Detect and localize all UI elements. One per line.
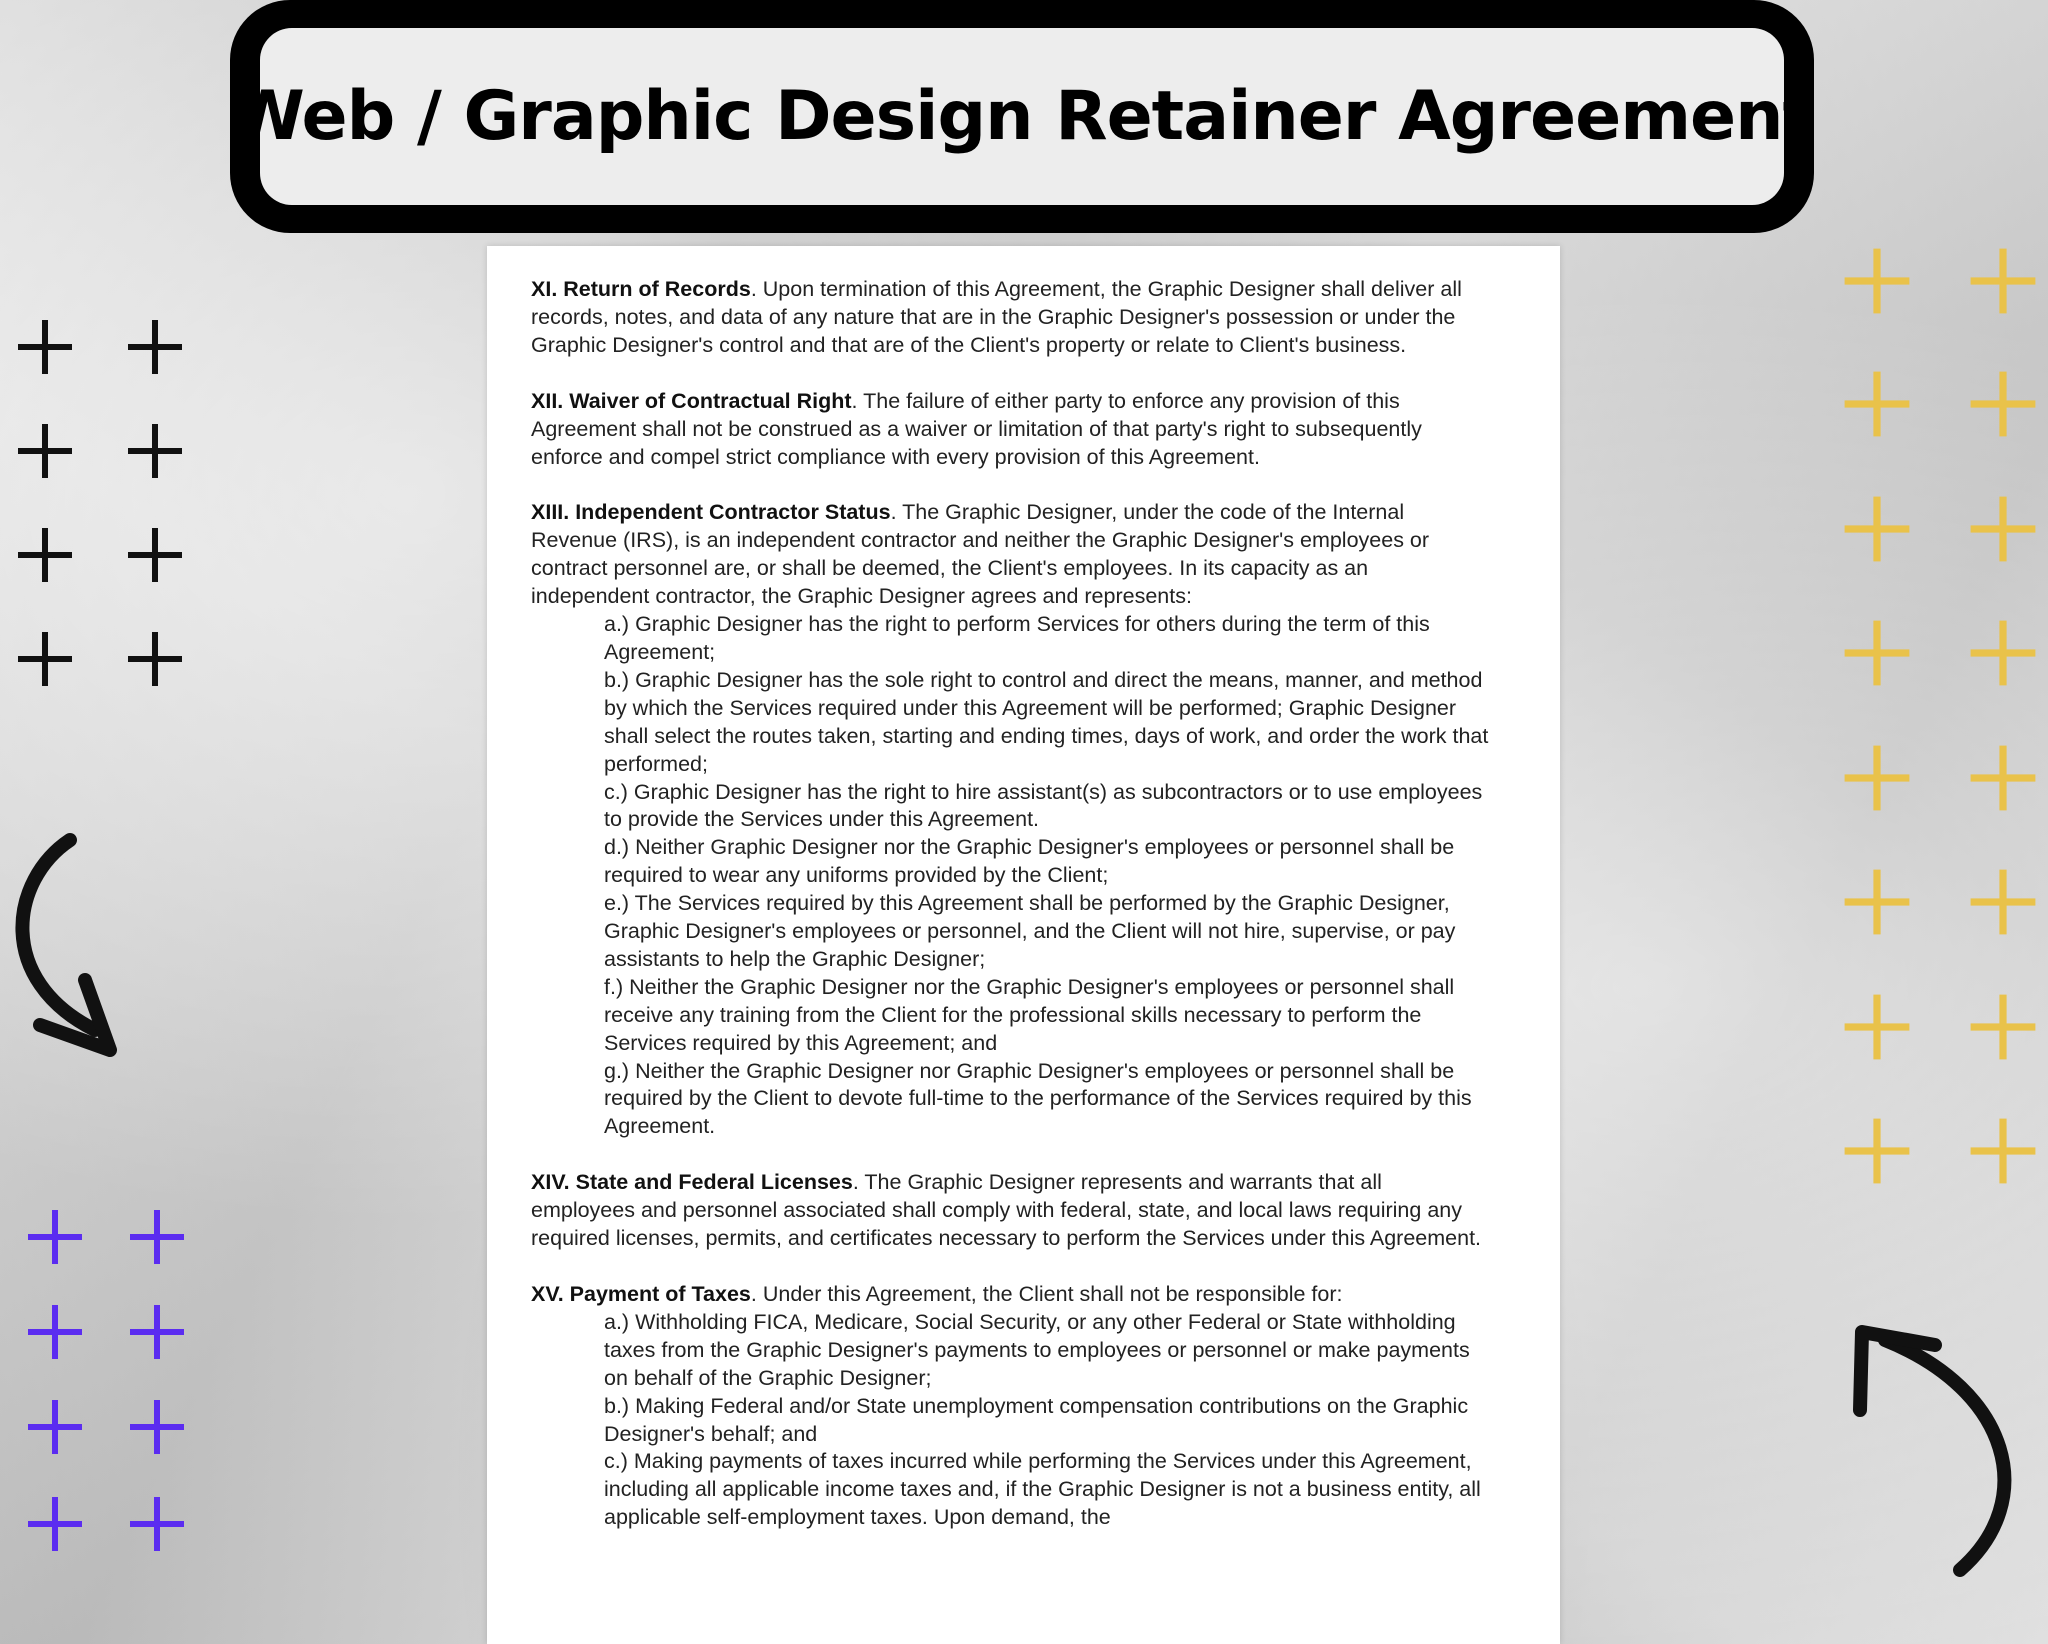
section-heading: XIV. State and Federal Licenses [531,1170,853,1195]
plus-icon [128,528,182,582]
list-item: g.) Neither the Graphic Designer nor Graphic Designer's employees or personnel shall be required by the Client to devote full-time to the performance of the Services required by this Agreement. [604,1058,1472,1139]
plus-icon [28,1305,82,1359]
plus-icon [1971,870,2036,935]
curved-arrow-left-icon [0,830,150,1060]
plus-icon [1845,249,1910,314]
plus-icon [1845,372,1910,437]
plus-icon [1845,497,1910,562]
list-item: f.) Neither the Graphic Designer nor the Graphic Designer's employees or personnel shall receive any training from the Client for the professional skills necessary to perform the Services required by this Agreement; and [604,974,1455,1055]
section-text: . The failure of either party to enforce any provision of this Agreement shall not be construed as a waiver or limitation of that party's right to subsequently enforce and compel strict compliance with every provision of this Agreement. [531,388,1422,469]
plus-icon [1845,995,1910,1060]
page-title: Web / Graphic Design Retainer Agreement [229,77,1815,156]
plus-icon [28,1400,82,1454]
plus-icon [130,1497,184,1551]
list-item: e.) The Services required by this Agreement shall be performed by the Graphic Designer, Graphic Designer's employees or personnel, and the Client will not hire, supervise, or pay assistants to help the Graphic Designer; [604,891,1456,971]
plus-icon [130,1305,184,1359]
section-waiver-of-contractual-right [531,388,1491,472]
section-heading: XI. Return of Records [531,277,751,301]
list-item: d.) Neither Graphic Designer nor the Graphic Designer's employees or personnel shall be required to wear any uniforms provided by the Client; [604,835,1455,888]
plus-icon [1971,746,2036,811]
plus-icon [1971,621,2036,686]
section-state-and-federal-licenses [531,1169,1491,1253]
list-item: c.) Graphic Designer has the right to hire assistant(s) as subcontractors or to use employees to provide the Services under this Agreement. [604,779,1483,832]
list-item: b.) Making Federal and/or State unemployment compensation contributions on the Graphic Designer's behalf; and [604,1393,1469,1446]
section-text: . Under this Agreement, the Client shall not be responsible for: [750,1282,1343,1306]
plus-icon [128,424,182,478]
plus-icon [1971,1119,2036,1184]
section-payment-of-taxes [531,1281,1491,1532]
plus-icon [130,1210,184,1264]
title-banner-inner [229,28,1815,205]
title-banner [230,0,1814,233]
plus-icon [18,320,72,374]
list-item: b.) Graphic Designer has the sole right to control and direct the means, manner, and method by which the Services required under this Agreement will be performed; Graphic Designer shall select the routes taken, starting and ending times, days of work, and order the work that performed; [604,667,1489,776]
plus-icon [1845,746,1910,811]
section-heading: XIII. Independent Contractor Status [531,500,891,525]
document-body [531,276,1491,1560]
plus-icon [18,528,72,582]
plus-icon [18,424,72,478]
list-item: a.) Withholding FICA, Medicare, Social Security, or any other Federal or State withholding taxes from the Graphic Designer's payments to employees or personnel or make payments on behalf of the Graphic Designer; [604,1309,1470,1390]
section-heading: XII. Waiver of Contractual Right [531,388,852,413]
section-text: . The Graphic Designer, under the code of the Internal Revenue (IRS), is an independent contractor and neither the Graphic Designer's employees or contract personnel are, or shall be deemed, the Client's employees. In its capacity as an independent contractor, the Graphic Designer agrees and represents: [531,500,1430,609]
document-page [487,246,1560,1644]
plus-icon [1971,497,2036,562]
plus-icon [1845,621,1910,686]
plus-icon [130,1400,184,1454]
plus-icon [18,632,72,686]
section-text: . The Graphic Designer represents and warrants that all employees and personnel associated shall comply with federal, state, and local laws requiring any required licenses, permits, and certificates necessary to perform the Services under this Agreement. [531,1170,1482,1251]
plus-icon [1971,372,2036,437]
plus-icon [1971,249,2036,314]
plus-icon [1845,870,1910,935]
plus-icon [28,1497,82,1551]
plus-icon [28,1210,82,1264]
section-text: . Upon termination of this Agreement, the Graphic Designer shall deliver all records, notes, and data of any nature that are in the Graphic Designer's possession or under the Graphic Designer's control and that are of the Client's property or relate to Client's business. [531,277,1462,357]
section-independent-contractor-status [531,499,1491,1141]
plus-icon [1971,995,2036,1060]
list-item: c.) Making payments of taxes incurred while performing the Services under this Agreement, including all applicable income taxes and, if the Graphic Designer is not a business entity, all applicable self-employment taxes. Upon demand, the [604,1449,1481,1530]
list-item: a.) Graphic Designer has the right to perform Services for others during the term of this Agreement; [604,612,1430,664]
section-heading: XV. Payment of Taxes [531,1282,751,1306]
plus-icon [128,632,182,686]
section-return-of-records [531,276,1491,360]
plus-icon [1845,1119,1910,1184]
plus-icon [128,320,182,374]
curved-arrow-right-icon [1840,1320,2020,1580]
